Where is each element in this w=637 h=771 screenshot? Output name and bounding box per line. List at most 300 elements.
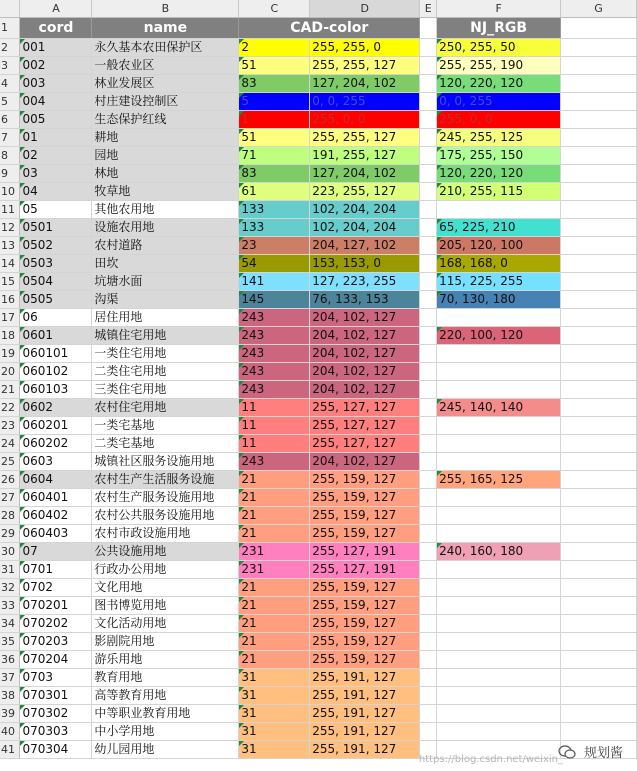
aci-index-cell[interactable]: 61 xyxy=(239,183,310,201)
name-cell[interactable]: 一般农业区 xyxy=(92,57,239,75)
row-header[interactable]: 28 xyxy=(0,507,20,525)
empty-cell[interactable] xyxy=(420,507,437,525)
empty-cell[interactable] xyxy=(420,147,437,165)
empty-cell[interactable] xyxy=(561,219,637,237)
name-cell[interactable]: 一类住宅用地 xyxy=(92,345,239,363)
empty-cell[interactable] xyxy=(561,18,637,39)
name-cell[interactable]: 林业发展区 xyxy=(92,75,239,93)
name-cell[interactable]: 中小学用地 xyxy=(92,723,239,741)
aci-index-cell[interactable]: 83 xyxy=(239,75,310,93)
empty-cell[interactable] xyxy=(420,687,437,705)
aci-index-cell[interactable]: 243 xyxy=(239,381,310,399)
nj-rgb-cell[interactable] xyxy=(437,345,561,363)
nj-rgb-cell[interactable]: 245, 255, 125 xyxy=(437,129,561,147)
nj-rgb-cell[interactable]: 210, 255, 115 xyxy=(437,183,561,201)
row-header[interactable]: 15 xyxy=(0,273,20,291)
empty-cell[interactable] xyxy=(420,183,437,201)
row-header[interactable]: 20 xyxy=(0,363,20,381)
empty-cell[interactable] xyxy=(561,687,637,705)
empty-cell[interactable] xyxy=(561,633,637,651)
row-header[interactable]: 6 xyxy=(0,111,20,129)
cad-color-cell[interactable]: 255, 191, 127 xyxy=(310,705,420,723)
nj-rgb-cell[interactable] xyxy=(437,507,561,525)
cad-color-cell[interactable]: 127, 223, 255 xyxy=(310,273,420,291)
empty-cell[interactable] xyxy=(561,237,637,255)
empty-cell[interactable] xyxy=(561,39,637,57)
cad-color-cell[interactable]: 255, 159, 127 xyxy=(310,525,420,543)
name-cell[interactable]: 中等职业教育用地 xyxy=(92,705,239,723)
name-cell[interactable]: 村庄建设控制区 xyxy=(92,93,239,111)
cad-color-cell[interactable]: 127, 204, 102 xyxy=(310,165,420,183)
empty-cell[interactable] xyxy=(420,453,437,471)
cad-color-cell[interactable]: 255, 159, 127 xyxy=(310,471,420,489)
row-header[interactable]: 30 xyxy=(0,543,20,561)
empty-cell[interactable] xyxy=(420,39,437,57)
name-cell[interactable]: 文化用地 xyxy=(92,579,239,597)
empty-cell[interactable] xyxy=(420,111,437,129)
cad-color-cell[interactable]: 255, 159, 127 xyxy=(310,597,420,615)
name-cell[interactable]: 农村生产生活服务设施 xyxy=(92,471,239,489)
nj-rgb-cell[interactable]: 120, 220, 120 xyxy=(437,165,561,183)
cad-color-cell[interactable]: 255, 127, 191 xyxy=(310,561,420,579)
aci-index-cell[interactable]: 21 xyxy=(239,615,310,633)
row-header[interactable]: 8 xyxy=(0,147,20,165)
empty-cell[interactable] xyxy=(420,345,437,363)
name-cell[interactable]: 永久基本农田保护区 xyxy=(92,39,239,57)
row-header[interactable]: 11 xyxy=(0,201,20,219)
empty-cell[interactable] xyxy=(561,417,637,435)
name-cell[interactable]: 影剧院用地 xyxy=(92,633,239,651)
nj-rgb-cell[interactable] xyxy=(437,201,561,219)
cad-color-cell[interactable]: 102, 204, 204 xyxy=(310,201,420,219)
cord-cell[interactable]: 070301 xyxy=(20,687,92,705)
empty-cell[interactable] xyxy=(561,543,637,561)
nj-rgb-cell[interactable] xyxy=(437,309,561,327)
cord-cell[interactable]: 0504 xyxy=(20,273,92,291)
aci-index-cell[interactable]: 145 xyxy=(239,291,310,309)
cord-cell[interactable]: 0602 xyxy=(20,399,92,417)
empty-cell[interactable] xyxy=(420,597,437,615)
empty-cell[interactable] xyxy=(420,255,437,273)
row-header[interactable]: 7 xyxy=(0,129,20,147)
nj-rgb-cell[interactable] xyxy=(437,705,561,723)
cord-cell[interactable]: 004 xyxy=(20,93,92,111)
cord-cell[interactable]: 060202 xyxy=(20,435,92,453)
cord-cell[interactable]: 07 xyxy=(20,543,92,561)
nj-rgb-cell[interactable]: 70, 130, 180 xyxy=(437,291,561,309)
cad-color-cell[interactable]: 204, 102, 127 xyxy=(310,363,420,381)
row-header[interactable]: 13 xyxy=(0,237,20,255)
nj-rgb-cell[interactable]: 250, 255, 50 xyxy=(437,39,561,57)
empty-cell[interactable] xyxy=(561,561,637,579)
row-header[interactable]: 10 xyxy=(0,183,20,201)
empty-cell[interactable] xyxy=(420,543,437,561)
cord-cell[interactable]: 0502 xyxy=(20,237,92,255)
cord-cell[interactable]: 0603 xyxy=(20,453,92,471)
cord-cell[interactable]: 0501 xyxy=(20,219,92,237)
cad-color-cell[interactable]: 255, 255, 127 xyxy=(310,57,420,75)
name-cell[interactable]: 沟渠 xyxy=(92,291,239,309)
cord-cell[interactable]: 070201 xyxy=(20,597,92,615)
aci-index-cell[interactable]: 23 xyxy=(239,237,310,255)
name-cell[interactable]: 生态保护红线 xyxy=(92,111,239,129)
nj-rgb-cell[interactable] xyxy=(437,615,561,633)
nj-rgb-cell[interactable] xyxy=(437,363,561,381)
empty-cell[interactable] xyxy=(561,399,637,417)
empty-cell[interactable] xyxy=(561,273,637,291)
empty-cell[interactable] xyxy=(561,165,637,183)
cord-cell[interactable]: 070202 xyxy=(20,615,92,633)
empty-cell[interactable] xyxy=(561,723,637,741)
aci-index-cell[interactable]: 11 xyxy=(239,435,310,453)
empty-cell[interactable] xyxy=(561,471,637,489)
aci-index-cell[interactable]: 71 xyxy=(239,147,310,165)
empty-cell[interactable] xyxy=(420,525,437,543)
row-header[interactable]: 34 xyxy=(0,615,20,633)
cad-color-cell[interactable]: 255, 159, 127 xyxy=(310,651,420,669)
nj-rgb-cell[interactable]: 0, 0, 255 xyxy=(437,93,561,111)
name-cell[interactable]: 一类宅基地 xyxy=(92,417,239,435)
row-header[interactable]: 3 xyxy=(0,57,20,75)
cord-cell[interactable]: 05 xyxy=(20,201,92,219)
cad-color-cell[interactable]: 255, 127, 127 xyxy=(310,435,420,453)
cord-cell[interactable]: 070203 xyxy=(20,633,92,651)
cad-color-cell[interactable]: 191, 255, 127 xyxy=(310,147,420,165)
cad-color-header-cell[interactable]: CAD-color xyxy=(239,18,420,39)
row-header[interactable]: 33 xyxy=(0,597,20,615)
name-cell[interactable]: 城镇社区服务设施用地 xyxy=(92,453,239,471)
aci-index-cell[interactable]: 243 xyxy=(239,327,310,345)
aci-index-cell[interactable]: 133 xyxy=(239,201,310,219)
aci-index-cell[interactable]: 141 xyxy=(239,273,310,291)
nj-rgb-cell[interactable] xyxy=(437,525,561,543)
nj-rgb-cell[interactable]: 255, 165, 125 xyxy=(437,471,561,489)
cad-color-cell[interactable]: 255, 159, 127 xyxy=(310,507,420,525)
row-header[interactable]: 38 xyxy=(0,687,20,705)
name-cell[interactable]: 农村市政设施用地 xyxy=(92,525,239,543)
aci-index-cell[interactable]: 231 xyxy=(239,543,310,561)
aci-index-cell[interactable]: 31 xyxy=(239,705,310,723)
cad-color-cell[interactable]: 255, 159, 127 xyxy=(310,615,420,633)
cad-color-cell[interactable]: 204, 102, 127 xyxy=(310,345,420,363)
cad-color-cell[interactable]: 255, 159, 127 xyxy=(310,633,420,651)
name-cell[interactable]: 城镇住宅用地 xyxy=(92,327,239,345)
cord-cell[interactable]: 04 xyxy=(20,183,92,201)
name-cell[interactable]: 图书博览用地 xyxy=(92,597,239,615)
empty-cell[interactable] xyxy=(561,327,637,345)
name-cell[interactable]: 农村公共服务设施用地 xyxy=(92,507,239,525)
cad-color-cell[interactable]: 255, 191, 127 xyxy=(310,741,420,759)
cord-cell[interactable]: 0703 xyxy=(20,669,92,687)
row-header[interactable]: 26 xyxy=(0,471,20,489)
aci-index-cell[interactable]: 21 xyxy=(239,633,310,651)
aci-index-cell[interactable]: 21 xyxy=(239,471,310,489)
row-header[interactable]: 36 xyxy=(0,651,20,669)
nj-rgb-cell[interactable] xyxy=(437,453,561,471)
aci-index-cell[interactable]: 31 xyxy=(239,669,310,687)
cord-cell[interactable]: 070303 xyxy=(20,723,92,741)
cad-color-cell[interactable]: 255, 0, 0 xyxy=(310,111,420,129)
row-header[interactable]: 23 xyxy=(0,417,20,435)
cord-cell[interactable]: 060102 xyxy=(20,363,92,381)
cad-color-cell[interactable]: 255, 127, 191 xyxy=(310,543,420,561)
empty-cell[interactable] xyxy=(420,723,437,741)
column-header-f[interactable]: F xyxy=(437,0,561,18)
nj-rgb-cell[interactable] xyxy=(437,561,561,579)
cad-color-cell[interactable]: 0, 0, 255 xyxy=(310,93,420,111)
empty-cell[interactable] xyxy=(561,345,637,363)
empty-cell[interactable] xyxy=(561,147,637,165)
select-all-corner[interactable] xyxy=(0,0,20,18)
empty-cell[interactable] xyxy=(561,309,637,327)
cord-cell[interactable]: 001 xyxy=(20,39,92,57)
row-header[interactable]: 40 xyxy=(0,723,20,741)
empty-cell[interactable] xyxy=(420,237,437,255)
empty-cell[interactable] xyxy=(561,291,637,309)
nj-rgb-cell[interactable] xyxy=(437,579,561,597)
cord-cell[interactable]: 02 xyxy=(20,147,92,165)
empty-cell[interactable] xyxy=(561,111,637,129)
cord-cell[interactable]: 060403 xyxy=(20,525,92,543)
empty-cell[interactable] xyxy=(561,507,637,525)
row-header[interactable]: 25 xyxy=(0,453,20,471)
cord-header-cell[interactable]: cord xyxy=(20,18,92,39)
empty-cell[interactable] xyxy=(561,579,637,597)
empty-cell[interactable] xyxy=(561,57,637,75)
empty-cell[interactable] xyxy=(561,75,637,93)
empty-cell[interactable] xyxy=(420,18,437,39)
empty-cell[interactable] xyxy=(420,471,437,489)
aci-index-cell[interactable]: 1 xyxy=(239,111,310,129)
nj-rgb-cell[interactable]: 220, 100, 120 xyxy=(437,327,561,345)
row-header[interactable]: 1 xyxy=(0,18,20,39)
cad-color-cell[interactable]: 255, 191, 127 xyxy=(310,723,420,741)
nj-rgb-cell[interactable] xyxy=(437,633,561,651)
nj-rgb-cell[interactable] xyxy=(437,651,561,669)
aci-index-cell[interactable]: 5 xyxy=(239,93,310,111)
aci-index-cell[interactable]: 31 xyxy=(239,687,310,705)
cad-color-cell[interactable]: 255, 127, 127 xyxy=(310,417,420,435)
nj-rgb-cell[interactable]: 205, 120, 100 xyxy=(437,237,561,255)
aci-index-cell[interactable]: 21 xyxy=(239,597,310,615)
nj-rgb-cell[interactable]: 115, 225, 255 xyxy=(437,273,561,291)
row-header[interactable]: 32 xyxy=(0,579,20,597)
name-cell[interactable]: 文化活动用地 xyxy=(92,615,239,633)
name-cell[interactable]: 牧草地 xyxy=(92,183,239,201)
nj-rgb-header-cell[interactable]: NJ_RGB xyxy=(437,18,561,39)
empty-cell[interactable] xyxy=(561,453,637,471)
aci-index-cell[interactable]: 21 xyxy=(239,525,310,543)
empty-cell[interactable] xyxy=(420,57,437,75)
row-header[interactable]: 14 xyxy=(0,255,20,273)
empty-cell[interactable] xyxy=(561,489,637,507)
name-cell[interactable]: 坑塘水面 xyxy=(92,273,239,291)
empty-cell[interactable] xyxy=(561,93,637,111)
empty-cell[interactable] xyxy=(420,705,437,723)
cad-color-cell[interactable]: 255, 191, 127 xyxy=(310,669,420,687)
cord-cell[interactable]: 0505 xyxy=(20,291,92,309)
cad-color-cell[interactable]: 223, 255, 127 xyxy=(310,183,420,201)
empty-cell[interactable] xyxy=(420,273,437,291)
empty-cell[interactable] xyxy=(420,435,437,453)
empty-cell[interactable] xyxy=(561,615,637,633)
cord-cell[interactable]: 060402 xyxy=(20,507,92,525)
column-header-c[interactable]: C xyxy=(239,0,310,18)
cad-color-cell[interactable]: 255, 191, 127 xyxy=(310,687,420,705)
aci-index-cell[interactable]: 243 xyxy=(239,309,310,327)
name-cell[interactable]: 耕地 xyxy=(92,129,239,147)
empty-cell[interactable] xyxy=(420,309,437,327)
name-cell[interactable]: 园地 xyxy=(92,147,239,165)
empty-cell[interactable] xyxy=(561,183,637,201)
cad-color-cell[interactable]: 255, 159, 127 xyxy=(310,579,420,597)
name-cell[interactable]: 高等教育用地 xyxy=(92,687,239,705)
empty-cell[interactable] xyxy=(561,669,637,687)
empty-cell[interactable] xyxy=(420,669,437,687)
aci-index-cell[interactable]: 54 xyxy=(239,255,310,273)
row-header[interactable]: 35 xyxy=(0,633,20,651)
empty-cell[interactable] xyxy=(561,651,637,669)
column-header-d[interactable]: D xyxy=(310,0,420,18)
name-cell[interactable]: 行政办公用地 xyxy=(92,561,239,579)
cord-cell[interactable]: 005 xyxy=(20,111,92,129)
aci-index-cell[interactable]: 31 xyxy=(239,741,310,759)
cad-color-cell[interactable]: 255, 255, 0 xyxy=(310,39,420,57)
aci-index-cell[interactable]: 21 xyxy=(239,579,310,597)
empty-cell[interactable] xyxy=(420,651,437,669)
empty-cell[interactable] xyxy=(561,363,637,381)
cord-cell[interactable]: 070304 xyxy=(20,741,92,759)
nj-rgb-cell[interactable]: 175, 255, 150 xyxy=(437,147,561,165)
empty-cell[interactable] xyxy=(561,381,637,399)
cord-cell[interactable]: 060103 xyxy=(20,381,92,399)
cord-cell[interactable]: 060401 xyxy=(20,489,92,507)
empty-cell[interactable] xyxy=(420,399,437,417)
aci-index-cell[interactable]: 231 xyxy=(239,561,310,579)
cord-cell[interactable]: 070204 xyxy=(20,651,92,669)
empty-cell[interactable] xyxy=(561,255,637,273)
cord-cell[interactable]: 060101 xyxy=(20,345,92,363)
nj-rgb-cell[interactable] xyxy=(437,417,561,435)
cad-color-cell[interactable]: 255, 159, 127 xyxy=(310,489,420,507)
name-cell[interactable]: 公共设施用地 xyxy=(92,543,239,561)
nj-rgb-cell[interactable]: 245, 140, 140 xyxy=(437,399,561,417)
cad-color-cell[interactable]: 127, 204, 102 xyxy=(310,75,420,93)
cord-cell[interactable]: 0702 xyxy=(20,579,92,597)
row-header[interactable]: 16 xyxy=(0,291,20,309)
cad-color-cell[interactable]: 204, 102, 127 xyxy=(310,381,420,399)
nj-rgb-cell[interactable] xyxy=(437,381,561,399)
column-header-a[interactable]: A xyxy=(20,0,92,18)
nj-rgb-cell[interactable] xyxy=(437,687,561,705)
row-header[interactable]: 27 xyxy=(0,489,20,507)
name-cell[interactable]: 设施农用地 xyxy=(92,219,239,237)
empty-cell[interactable] xyxy=(420,381,437,399)
empty-cell[interactable] xyxy=(561,129,637,147)
empty-cell[interactable] xyxy=(561,705,637,723)
empty-cell[interactable] xyxy=(420,633,437,651)
aci-index-cell[interactable]: 51 xyxy=(239,57,310,75)
column-header-e[interactable]: E xyxy=(420,0,437,18)
row-header[interactable]: 39 xyxy=(0,705,20,723)
empty-cell[interactable] xyxy=(420,129,437,147)
empty-cell[interactable] xyxy=(420,363,437,381)
row-header[interactable]: 21 xyxy=(0,381,20,399)
name-cell[interactable]: 其他农用地 xyxy=(92,201,239,219)
cord-cell[interactable]: 002 xyxy=(20,57,92,75)
name-cell[interactable]: 游乐用地 xyxy=(92,651,239,669)
aci-index-cell[interactable]: 51 xyxy=(239,129,310,147)
empty-cell[interactable] xyxy=(561,201,637,219)
nj-rgb-cell[interactable] xyxy=(437,489,561,507)
nj-rgb-cell[interactable] xyxy=(437,597,561,615)
aci-index-cell[interactable]: 133 xyxy=(239,219,310,237)
name-cell[interactable]: 林地 xyxy=(92,165,239,183)
cord-cell[interactable]: 0604 xyxy=(20,471,92,489)
cad-color-cell[interactable]: 76, 133, 153 xyxy=(310,291,420,309)
cord-cell[interactable]: 01 xyxy=(20,129,92,147)
row-header[interactable]: 2 xyxy=(0,39,20,57)
aci-index-cell[interactable]: 31 xyxy=(239,723,310,741)
empty-cell[interactable] xyxy=(420,219,437,237)
nj-rgb-cell[interactable]: 255, 255, 190 xyxy=(437,57,561,75)
empty-cell[interactable] xyxy=(420,201,437,219)
row-header[interactable]: 22 xyxy=(0,399,20,417)
empty-cell[interactable] xyxy=(420,75,437,93)
cad-color-cell[interactable]: 153, 153, 0 xyxy=(310,255,420,273)
cord-cell[interactable]: 03 xyxy=(20,165,92,183)
empty-cell[interactable] xyxy=(420,615,437,633)
cord-cell[interactable]: 0503 xyxy=(20,255,92,273)
row-header[interactable]: 37 xyxy=(0,669,20,687)
nj-rgb-cell[interactable]: 240, 160, 180 xyxy=(437,543,561,561)
aci-index-cell[interactable]: 21 xyxy=(239,507,310,525)
nj-rgb-cell[interactable]: 255, 0, 0 xyxy=(437,111,561,129)
name-cell[interactable]: 居住用地 xyxy=(92,309,239,327)
cad-color-cell[interactable]: 204, 102, 127 xyxy=(310,309,420,327)
row-header[interactable]: 31 xyxy=(0,561,20,579)
cad-color-cell[interactable]: 204, 127, 102 xyxy=(310,237,420,255)
aci-index-cell[interactable]: 2 xyxy=(239,39,310,57)
aci-index-cell[interactable]: 243 xyxy=(239,363,310,381)
empty-cell[interactable] xyxy=(420,165,437,183)
cord-cell[interactable]: 003 xyxy=(20,75,92,93)
cord-cell[interactable]: 0701 xyxy=(20,561,92,579)
empty-cell[interactable] xyxy=(420,327,437,345)
empty-cell[interactable] xyxy=(420,93,437,111)
column-header-b[interactable]: B xyxy=(92,0,239,18)
empty-cell[interactable] xyxy=(420,417,437,435)
name-cell[interactable]: 农村住宅用地 xyxy=(92,399,239,417)
cord-cell[interactable]: 0601 xyxy=(20,327,92,345)
empty-cell[interactable] xyxy=(561,597,637,615)
cad-color-cell[interactable]: 204, 102, 127 xyxy=(310,327,420,345)
empty-cell[interactable] xyxy=(420,561,437,579)
cad-color-cell[interactable]: 255, 127, 127 xyxy=(310,399,420,417)
row-header[interactable]: 12 xyxy=(0,219,20,237)
name-cell[interactable]: 教育用地 xyxy=(92,669,239,687)
cad-color-cell[interactable]: 255, 255, 127 xyxy=(310,129,420,147)
name-header-cell[interactable]: name xyxy=(92,18,239,39)
row-header[interactable]: 4 xyxy=(0,75,20,93)
name-cell[interactable]: 农村道路 xyxy=(92,237,239,255)
cad-color-cell[interactable]: 204, 102, 127 xyxy=(310,453,420,471)
cad-color-cell[interactable]: 102, 204, 204 xyxy=(310,219,420,237)
row-header[interactable]: 17 xyxy=(0,309,20,327)
nj-rgb-cell[interactable] xyxy=(437,669,561,687)
name-cell[interactable]: 田坎 xyxy=(92,255,239,273)
nj-rgb-cell[interactable] xyxy=(437,435,561,453)
